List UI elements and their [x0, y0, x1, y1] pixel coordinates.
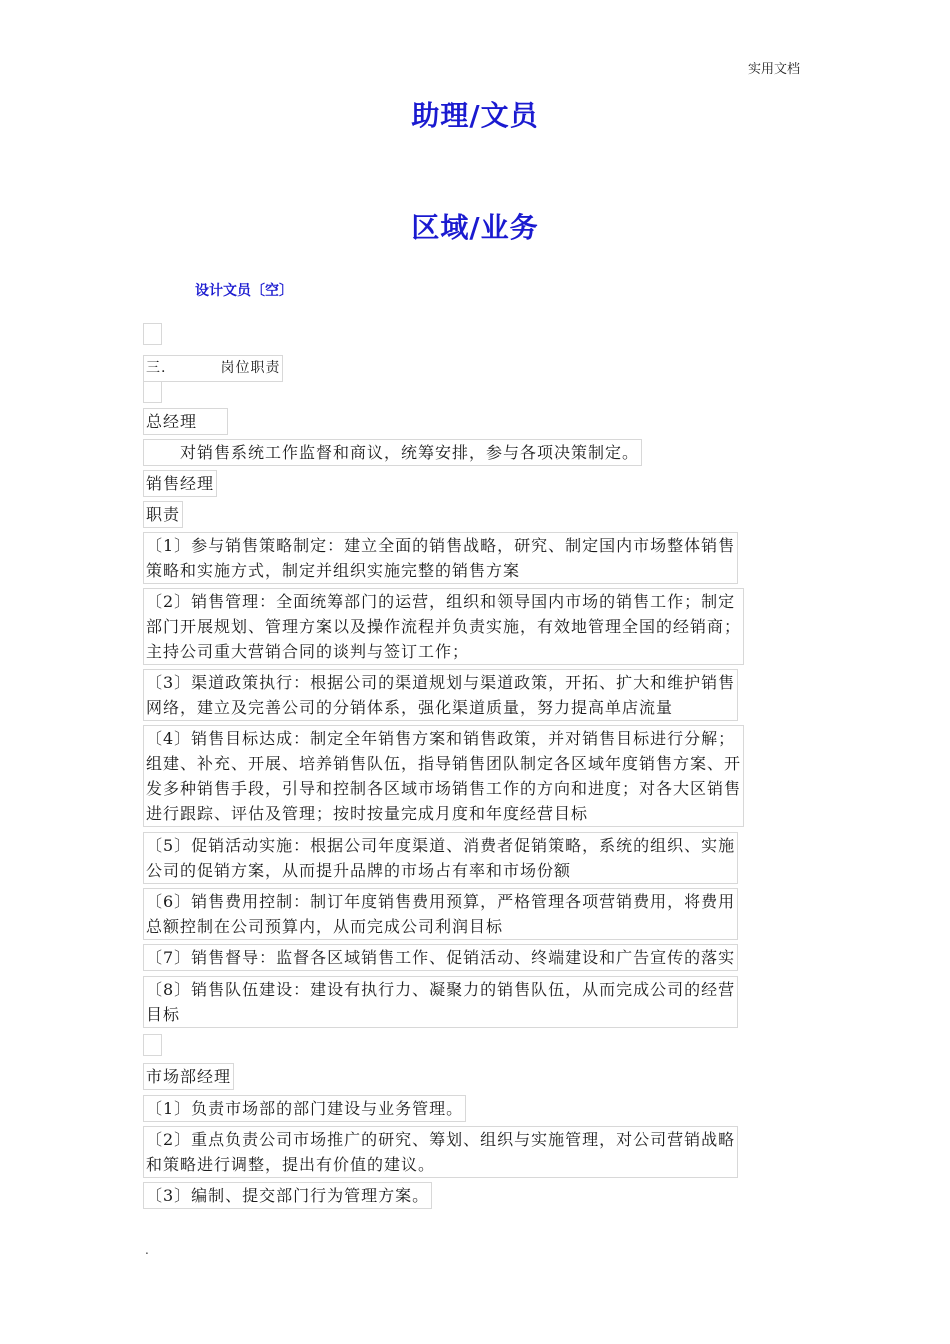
mkt-duty-1 — [143, 1095, 466, 1122]
duty-line: 〔3〕渠道政策执行：根据公司的渠道规划与渠道政策，开拓、扩大和维护销售 — [146, 673, 736, 692]
duty-line: 目标 — [146, 1005, 181, 1024]
sales-mgr-duty-label: 职责 — [143, 501, 183, 528]
sales-duty-8 — [143, 976, 738, 1028]
gm-title-row — [143, 408, 228, 435]
gm-duty-row — [143, 439, 642, 466]
title-assistant-clerk: 助理/文员 — [411, 99, 539, 132]
duty-line: 〔4〕销售目标达成：制定全年销售方案和销售政策，并对销售目标进行分解； — [146, 729, 736, 748]
duty-line: 公司的促销方案，从而提升品牌的市场占有率和市场份额 — [146, 861, 572, 880]
mkt-duty-2 — [143, 1126, 738, 1178]
gm-title: 总经理 — [143, 408, 228, 435]
footer-mark: . — [145, 1243, 149, 1257]
duty-line: 〔6〕销售费用控制：制订年度销售费用预算，严格管理各项营销费用，将费用 — [146, 892, 736, 911]
title-region-business: 区域/业务 — [411, 211, 539, 244]
sales-duty-3 — [143, 669, 738, 721]
mkt-mgr-title-row — [143, 1063, 234, 1090]
header-note: 实用文档 — [748, 62, 801, 77]
section-label: 岗位职责 — [220, 360, 281, 376]
sales-mgr-duty-label-row — [143, 501, 183, 528]
sales-duty-1 — [143, 532, 738, 584]
section-heading — [143, 354, 283, 382]
empty-cell — [143, 323, 162, 345]
gm-duty: 对销售系统工作监督和商议，统筹安排，参与各项决策制定。 — [143, 439, 642, 466]
section-number: 三. — [146, 360, 167, 376]
duty-line: 〔7〕销售督导：监督各区域销售工作、促销活动、终端建设和广告宣传的落实 — [146, 948, 736, 967]
sales-duty-6 — [143, 888, 738, 940]
duty-line: 〔2〕销售管理：全面统筹部门的运营，组织和领导国内市场的销售工作；制定 — [146, 592, 736, 611]
empty-cell — [143, 1034, 162, 1056]
design-clerk-heading: 设计文员〔空〕 — [195, 283, 293, 299]
duty-line: 〔1〕参与销售策略制定：建立全面的销售战略，研究、制定国内市场整体销售 — [146, 536, 736, 555]
duty-line: 进行跟踪、评估及管理；按时按量完成月度和年度经营目标 — [146, 804, 589, 823]
mkt-duty-3 — [143, 1182, 432, 1209]
duty-line: 组建、补充、开展、培养销售队伍，指导销售团队制定各区域年度销售方案、开 — [146, 754, 742, 773]
duty-line: 总额控制在公司预算内，从而完成公司利润目标 — [146, 917, 504, 936]
mkt-mgr-title: 市场部经理 — [143, 1063, 234, 1090]
duty-line: 〔5〕促销活动实施：根据公司年度渠道、消费者促销策略，系统的组织、实施 — [146, 836, 736, 855]
empty-cell — [143, 381, 162, 403]
duty-line: 和策略进行调整，提出有价值的建议。 — [146, 1155, 436, 1174]
duty-line: 〔2〕重点负责公司市场推广的研究、筹划、组织与实施管理，对公司营销战略 — [146, 1130, 736, 1149]
duty-line: 〔3〕编制、提交部门行为管理方案。 — [146, 1186, 430, 1205]
sales-mgr-title-row — [143, 470, 217, 497]
duty-line: 网络，建立及完善公司的分销体系，强化渠道质量，努力提高单店流量 — [146, 698, 674, 717]
sales-duty-7 — [143, 944, 738, 971]
duty-line: 部门开展规划、管理方案以及操作流程并负责实施，有效地管理全国的经销商； — [146, 617, 742, 636]
sales-duty-2 — [143, 588, 744, 665]
sales-mgr-title: 销售经理 — [143, 470, 217, 497]
sales-duty-4 — [143, 725, 744, 827]
duty-line: 主持公司重大营销合同的谈判与签订工作； — [146, 642, 470, 661]
duty-line: 策略和实施方式，制定并组织实施完整的销售方案 — [146, 561, 521, 580]
duty-line: 〔8〕销售队伍建设：建设有执行力、凝聚力的销售队伍，从而完成公司的经营 — [146, 980, 736, 999]
duty-line: 〔1〕负责市场部的部门建设与业务管理。 — [146, 1099, 464, 1118]
duty-line: 发多种销售手段，引导和控制各区域市场销售工作的方向和进度；对各大区销售 — [146, 779, 742, 798]
sales-duty-5 — [143, 832, 738, 884]
